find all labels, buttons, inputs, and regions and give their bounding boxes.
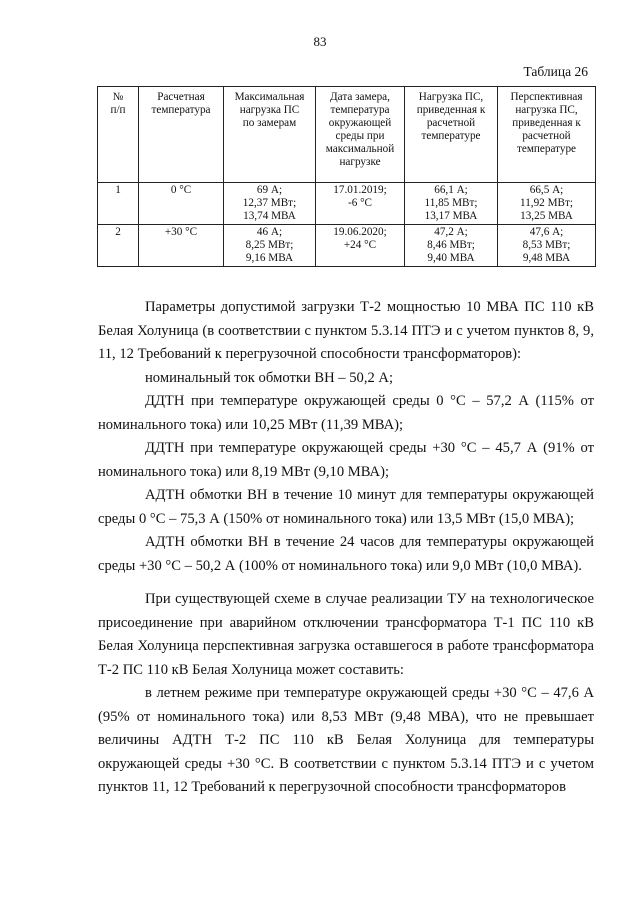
table-cell: 69 А; 12,37 МВт; 13,74 МВА bbox=[224, 183, 316, 225]
table-cell: 1 bbox=[98, 183, 139, 225]
page-number: 83 bbox=[313, 34, 327, 49]
paragraph: Параметры допустимой загрузки Т-2 мощностью 10 МВА ПС 110 кВ Белая Холуница (в соответствии с пунктом 5.3.14 ПТЭ и с учетом пунктов 8, 9, 11, 12 Требований к перегрузочной способности трансформаторов): bbox=[98, 299, 594, 362]
header-number: № п/п bbox=[98, 87, 139, 183]
table-cell: 46 А; 8,25 МВт; 9,16 МВА bbox=[224, 225, 316, 267]
header-measurement-date: Дата замера, температура окружающей среды при максимальной нагрузке bbox=[316, 87, 405, 183]
header-prospective-load: Перспективная нагрузка ПС, приведенная к расчетной температуре bbox=[498, 87, 596, 183]
paragraph: ДДТН при температуре окружающей среды 0 °С – 57,2 А (115% от номинального тока) или 10,25 МВт (11,39 МВА); bbox=[98, 393, 594, 433]
header-design-temperature: Расчетная температура bbox=[139, 87, 224, 183]
table-cell: 47,2 А; 8,46 МВт; 9,40 МВА bbox=[405, 225, 498, 267]
body-text bbox=[98, 296, 594, 800]
paragraph: номинальный ток обмотки ВН – 50,2 А; bbox=[145, 369, 394, 386]
table-row bbox=[98, 225, 596, 267]
table-cell: 0 °С bbox=[139, 183, 224, 225]
paragraph: АДТН обмотки ВН в течение 24 часов для температуры окружающей среды +30 °С – 50,2 А (100% от номинального тока) или 9,0 МВт (10,0 МВА). bbox=[98, 534, 594, 574]
table-cell: +30 °С bbox=[139, 225, 224, 267]
table-cell: 66,1 А; 11,85 МВт; 13,17 МВА bbox=[405, 183, 498, 225]
table-cell: 17.01.2019; -6 °С bbox=[316, 183, 405, 225]
header-reduced-load: Нагрузка ПС, приведенная к расчетной температуре bbox=[405, 87, 498, 183]
header-max-load: Максимальная нагрузка ПС по замерам bbox=[224, 87, 316, 183]
table-header-row bbox=[98, 87, 596, 183]
table-cell: 19.06.2020; +24 °С bbox=[316, 225, 405, 267]
table-cell: 2 bbox=[98, 225, 139, 267]
table-cell: 66,5 А; 11,92 МВт; 13,25 МВА bbox=[498, 183, 596, 225]
paragraph: ДДТН при температуре окружающей среды +30 °С – 45,7 А (91% от номинального тока) или 8,19 МВт (9,10 МВА); bbox=[98, 440, 594, 480]
table-cell: 47,6 А; 8,53 МВт; 9,48 МВА bbox=[498, 225, 596, 267]
load-table bbox=[97, 86, 596, 267]
paragraph: При существующей схеме в случае реализации ТУ на технологическое присоединение при аварийном отключении трансформатора Т-1 ПС 110 кВ Белая Холуница перспективная загрузка оставшегося в работе трансформатора Т-2 ПС 110 кВ Белая Холуница может составить: bbox=[98, 591, 594, 678]
paragraph: в летнем режиме при температуре окружающей среды +30 °С – 47,6 А (95% от номинального тока) или 8,53 МВт (9,48 МВА), что не превышает величины АДТН Т-2 ПС 110 кВ Белая Холуница для температуры окружающей среды +30 °С. В соответствии с пунктом 5.3.14 ПТЭ и с учетом пунктов 11, 12 Требований к перегрузочной способности трансформаторов bbox=[98, 685, 594, 795]
table-row bbox=[98, 183, 596, 225]
table-caption: Таблица 26 bbox=[523, 64, 588, 79]
paragraph: АДТН обмотки ВН в течение 10 минут для температуры окружающей среды 0 °С – 75,3 А (150% от номинального тока) или 13,5 МВт (15,0 МВА); bbox=[98, 487, 594, 527]
